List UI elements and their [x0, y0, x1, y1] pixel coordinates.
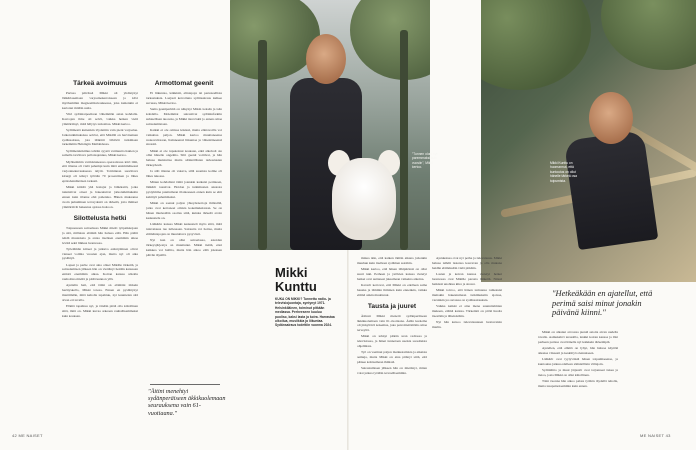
- paragraph: Mikki kiittää yhä hoitajat ja lääkäreitä, jotka tunnistivat oireet ja hakeutuivat jatkotutkimuksiin ennen kuin tilanne ehti pahentua. Hänen mukaansa avoin puhuminen terveydestä on tärkeää, jotta ihmiset ymmärtävät hakeutua ajoissa hoitoon.: [62, 185, 138, 209]
- foliage-shape: [601, 0, 696, 70]
- paragraph: Sairastumisen jälkeen hän on miettinyt, miten voisi jatkaa työtään terveellisemmin.: [357, 366, 427, 376]
- pull-quote-left: "Äitini menehtyi sydänperäiseen äkkikuolemaan seurauksena vain 61-vuotiaana.": [148, 388, 226, 417]
- paragraph: Kaikki ei ole omissa käsissä, mutta elintavoilla voi vaikuttaa paljon. Mikki kertoo muuttaneensa ruokavaliotaan, lisänneensä liikuntaa ja vähentäneensä stressiä.: [146, 127, 222, 147]
- paragraph: Viiri sydäntarpeeltaan vähemmän asian kohdalla. Kasvojen ilme oli selvä, vaikka hetken vielä ymmärtänyt, mitä hälytys tarkoittaa. Mikki kertoo.: [62, 111, 138, 126]
- article-column-5: [538, 330, 618, 422]
- paragraph: Toipuessaan sairaalassa Mikki mietti työpaikkojaan ja sitä, millaista elämää hän haluaa elää. Hän päätti tehdä muutoksia ja antaa itselleen enemmän aikaa levätä sekä liikkua luonnossa.: [62, 225, 138, 245]
- paragraph: Ajatellen, että elämä on lyhyt, hän haluaa käyttää aikansa viisaasti ja keskittyä olennaiseen.: [538, 345, 618, 355]
- tree-trunk: [258, 40, 267, 250]
- paragraph: Nyt kun on ollut sairaalassa, asioiden tärkeysjärjestys on muuttunut. Mikki tietää, ettei kaikkea voi hallita, mutta hän aikoo elää jokaisen päivän täysillä.: [146, 237, 222, 257]
- person-head: [589, 92, 633, 144]
- paragraph: Tänä vuonna hän aikoo palata työhön täydellä teholla, mutta tasapainoisemmin kuin ennen.: [538, 378, 618, 388]
- paragraph: Sydämestä kuitenkin löydettiin vain pieni varjoalue. Jatkotutkimuksissa selvisi, että Mikillä on harvinainen sydänsairaus, jota lääkärit lähtivät tutkimaan tarkemmin Helsingin Meilahdessa.: [62, 127, 138, 147]
- subheading-silottelusta-hetki: Silottelusta hetki: [73, 214, 127, 222]
- paragraph: Mikki on alkanut arvostaa pieniä asioita aivan uudella tavalla. Aamukahvi terassilla, lenkki koiran kanssa ja illat perheen parissa ovat hänelle nyt kaikkein tärkeimpiä.: [538, 330, 618, 344]
- paragraph: Mikki ei ole tupakoinut koskaan, eikä alkoholi ole ollut hänelle ongelma. Silti geenit voittivat, ja hän haluaa muistuttaa muita säännöllisten tarkastusten tärkeydestä.: [146, 148, 222, 168]
- paragraph: Sydänliitto ja muut järjestöt ovat tarjonneet tukea ja tietoa, josta Mikki on ollut kiitollinen.: [538, 367, 618, 377]
- paragraph: Vaikka kaikki ei aina mene suunnitelmien mukaan, elämä kantaa. Tärkeintä on pitää huolta itsestään ja läheisistään.: [432, 303, 502, 318]
- person-head: [306, 34, 346, 84]
- paragraph: Työelämän kiireet ja jatkuva esiintyminen olivat vieneet voimia vuosien ajan, mutta nyt oli aika pysähtyä.: [62, 246, 138, 261]
- paragraph: Mikki on tehnyt pitkän uran radiossa ja televisiossa, ja hänet tunnetaan useista suosituista ohjelmista.: [357, 334, 427, 349]
- paragraph: Lasten ja koiran kanssa vietetyt hetket luonnossa ovat Mikille parasta lääkettä. Niissä hetkissä unohtuu kiire ja stressi.: [432, 271, 502, 286]
- foliage-shape: [350, 0, 430, 80]
- paragraph: Nyt hän katsoo tulevaisuuteen luottavaisin mielin.: [432, 319, 502, 329]
- paragraph: Mikki toivoo, että hänen tarinansa rohkaisisi muitakin hakeutumaan tutkimuksiin ajoissa, varsinkin jos suvussa on sydänsairauksia.: [432, 287, 502, 302]
- paragraph: Ei liikuntaa, leikkisiä, elintapoja tai perusteellisia tarkastuksia. Laajasti kerrottuna sydänsairaus kulkee suvussa, Mikki kertoo.: [146, 91, 222, 105]
- page-folio-right: ME NAISET 43: [640, 433, 671, 438]
- paragraph: Myöhemmin varmistuneessa operaatiossa kävi ilmi, että tilanne oli vielä pahempi kuin mitä ensimmäisessä varjoainekuvauksessa näytti. Toiminnan suorittava kirurgi oli tehnyt työtään 70 prosenttisen ja lähes epätodennäköisen tarkasti.: [62, 159, 138, 184]
- person-figure: [564, 130, 659, 250]
- paragraph: Sama geeniperimä on näkynyt Mikin isoisän ja isän kohdalla. Molemmat sairastivat sydäninfarktin suhteellisen nuorena, ja Mikki tiesi riskit jo ennen omaa sairastumistaan.: [146, 106, 222, 126]
- paragraph: Mikki on saanut paljon yhteydenottoja ihmisiltä, jotka ovat kertoneet omista kokemuksistaan. Se on hänen mielestään osoitus siitä, kuinka tärkeää avoin keskustelu on.: [146, 201, 222, 220]
- photo-caption-right: Mikki Kunttu on huomannut, että kuntoutus on ollut hänelle tärkeä osa toipumista.: [550, 161, 577, 183]
- article-column-2: [146, 79, 222, 379]
- foliage-shape: [481, 0, 591, 90]
- article-column-1: [62, 79, 138, 422]
- paragraph: Lapset ja perhe ovat aina olleet Mikille tärkeitä, ja sairastumisen jälkeen hän on viettänyt heidän kanssaan entistä enemmän aikaa. Koiran kanssa ulkoilu rauhoittaa mieltä ja pitää kunnon yllä.: [62, 262, 138, 282]
- photo-mikki-with-dog: [230, 0, 430, 250]
- paragraph: Kaverit kertovat, että Mikki on edelleen sama hauska ja lämmin ihminen kuin ennenkin, vaikka elämä onkin muuttunut.: [357, 282, 427, 297]
- tree-trunk: [400, 30, 408, 250]
- paragraph: Äitinsä Mikki menetti sydänperäiseen äkkikuolemaan vain 61-vuotiaana. Äidin kuolema oli järkyttävä kokemus, joka pani miettimään omaa terveyttä.: [357, 313, 427, 333]
- profile-name: Mikki Kunttu: [275, 265, 317, 294]
- article-column-4: [432, 256, 502, 421]
- paragraph: Ajattelin heti, että tämä on elämäni tärkein herätyskello, Mikki toteaa. Ennen en pysähtynyt miettimään, mitä keholle tapahtuu, nyt kuuntelen sitä aivan eri tavalla.: [62, 283, 138, 303]
- subheading-tausta-ja-juuret: Tausta ja juuret: [367, 302, 417, 310]
- paragraph: Elämä tapahtuu nyt, ja tänään pitää olla kiitollinen siitä, mitä on. Mikki kuvaa arkeaan rauhallisemmaksi kuin koskaan.: [62, 304, 138, 318]
- paragraph: Sydämentutkimus tehtiin syystä varmuutta hakien ja samalla tarvittava pallolaajennus, Mikki kertoo.: [62, 148, 138, 158]
- page-folio-left: 42 ME NAISET: [12, 433, 43, 438]
- paragraph: minua niin, että kaiken tämän aikana johonkin muuhun kuin itselleen sydämen asioihin.: [357, 256, 427, 265]
- paragraph: Lääkärit ovat tyytyväisiä hänen toipumiseensa, ja kuntoutus jatkuu edelleen säännöllisin väliajoin.: [538, 356, 618, 366]
- profile-box: [275, 266, 335, 328]
- dog-figure: [332, 158, 396, 240]
- paragraph: Minun kohdallani tämä jotenkin katkaisi perinteen, lääkärit totesivat. Hoidon ja tutkimusten ansiosta pystyimme puuttumaan tilanteeseen ennen kuin se ehti kehittyä pahemmaksi.: [146, 180, 222, 200]
- paragraph: Mikki kertoo, että hänen lähipiirinsä on ollut suuri tuki. Perheen ja ystävien kanssa vietetyt hetket ovat auttaneet jaksamaan vaikeina aikoina.: [357, 267, 427, 281]
- photo-mikki-in-tree: [481, 0, 696, 282]
- subheading-armottomat-geenit: Armottomat geenit: [154, 80, 214, 87]
- quote-rule: [150, 384, 220, 385]
- photo-caption-mid: "Tunnen oloni nyt paremmaksi kuin vuosiin", Mikki kertoo.: [412, 152, 438, 170]
- paragraph: Työ on vaatinut paljon matkustamista ja aikaisia aamuja, mutta Mikki on aina pitänyt siitä, että pääsee kohtaamaan ihmisiä.: [357, 350, 427, 365]
- subheading-tarkea-avoimuus: Tärkeä avoimuus: [73, 80, 127, 87]
- paragraph: Lääkärin kanssa Mikki keskusteli myös siitä, mitä tulevaisuus tuo tullessaan. Sairautta voi hoitaa, mutta elämäntapojen on muututtava pysyvästi.: [146, 221, 222, 236]
- article-column-3: [357, 256, 427, 421]
- paragraph: Ja silti tilanne oli vakava, sillä suonista kolme oli lähes tukossa.: [146, 169, 222, 179]
- paragraph: Ajatuksissa ovat nyt perhe ja tulevaisuus. Mikki haluaa nähdä lastensa kasvavan ja olla mukana heidän elämässään vielä pitkään.: [432, 256, 502, 270]
- profile-facts: KUKA ON MIKKI? Tunnettu radio- ja televisiojuontaja, syntynyt 1971. Helsinkiläinen, toiminut pitkään mediassa. Perheeseen kuuluu puoliso, kaksi lasta ja koira. Harrastaa ulkoilua, musiikkia ja liikuntaa. Sydänsairaus todettiin vuonna 2024.: [275, 297, 335, 328]
- paragraph: Parissa päivässä Mikki oli yhdistynyt lääkäriasemaan varjoainekerrokseen ja kävi myöhemmin magneettikuvauksessa, joka kuitenkin ei kertonut mitään uutta.: [62, 91, 138, 110]
- pull-quote-right: "Hetkeäkään en ajatellut, että perimä saisi minut jonakin päivänä kiinni.": [552, 289, 653, 318]
